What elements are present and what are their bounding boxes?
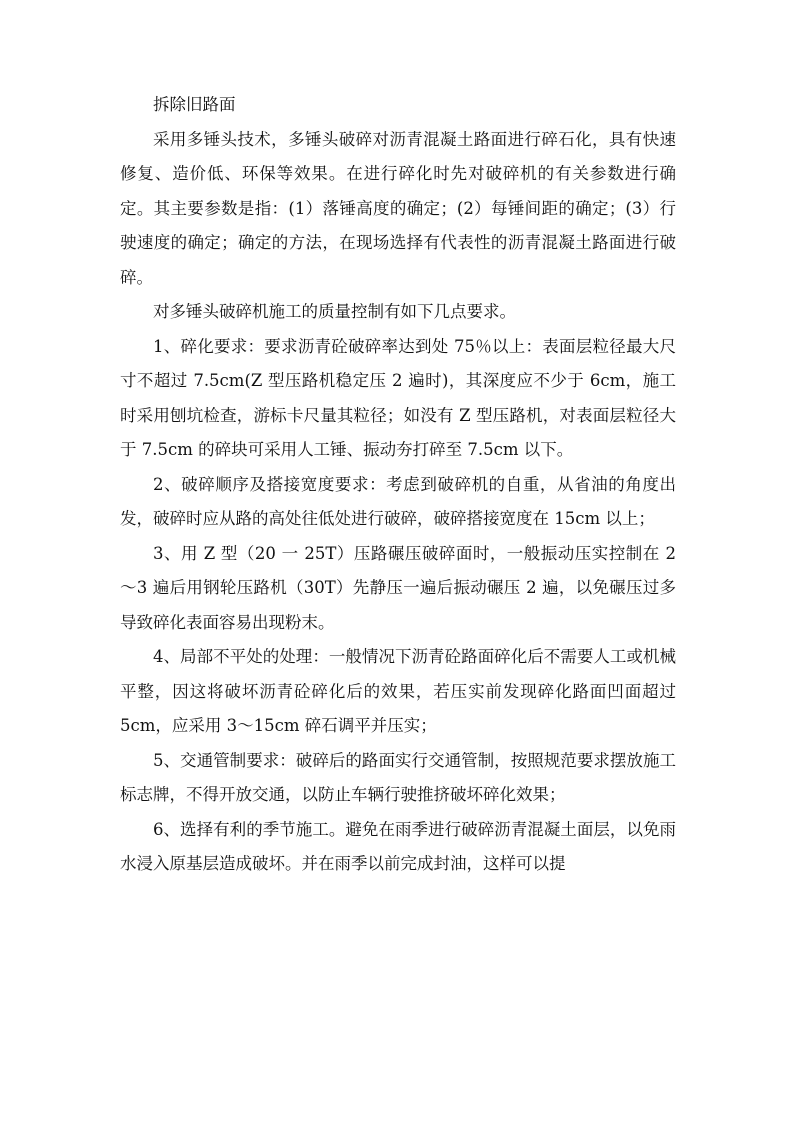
document-body: [120, 88, 676, 882]
paragraph-intro: 采用多锤头技术，多锤头破碎对沥青混凝土路面进行碎石化，具有快速修复、造价低、环保等效果。在进行碎化时先对破碎机的有关参数进行确定。其主要参数是指：(1）落锤高度的确定；(2）每锤间距的确定；(3）行驶速度的确定；确定的方法，在现场选择有代表性的沥青混凝土路面进行破碎。: [120, 129, 676, 287]
paragraph-item-1: 1、碎化要求：要求沥青砼破碎率达到处 75％以上：表面层粒径最大尺寸不超过 7.5cm(Z 型压路机稳定压 2 遍时)，其深度应不少于 6cm，施工时采用刨坑检查，游标卡尺量其粒径；如没有 Z 型压路机，对表面层粒径大于 7.5cm 的碎块可采用人工锤、振动夯打碎至 7.5cm 以下。: [120, 336, 676, 459]
paragraph-requirements-lead: 对多锤头破碎机施工的质量控制有如下几点要求。: [153, 302, 516, 321]
paragraph-item-6: 6、选择有利的季节施工。避免在雨季进行破碎沥青混凝土面层，以免雨水浸入原基层造成破坏。并在雨季以前完成封油，这样可以提: [120, 819, 676, 873]
paragraph-item-5: 5、交通管制要求：破碎后的路面实行交通管制，按照规范要求摆放施工标志牌，不得开放交通，以防止车辆行驶推挤破坏碎化效果；: [120, 750, 676, 804]
paragraph-item-3: 3、用 Z 型（20 一 25T）压路碾压破碎面时，一般振动压实控制在 2～3 遍后用钢轮压路机（30T）先静压一遍后振动碾压 2 遍，以免碾压过多导致碎化表面容易出现粉末。: [120, 543, 676, 632]
paragraph-item-4: 4、局部不平处的处理：一般情况下沥青砼路面碎化后不需要人工或机械平整，因这将破坏沥青砼碎化后的效果，若压实前发现碎化路面凹面超过 5cm，应采用 3～15cm 碎石调平并压实；: [120, 647, 676, 735]
section-heading: 拆除旧路面: [153, 95, 236, 114]
paragraph-item-2: 2、破碎顺序及搭接宽度要求：考虑到破碎机的自重，从省油的角度出发，破碎时应从路的高处往低处进行破碎，破碎搭接宽度在 15cm 以上；: [120, 474, 676, 528]
